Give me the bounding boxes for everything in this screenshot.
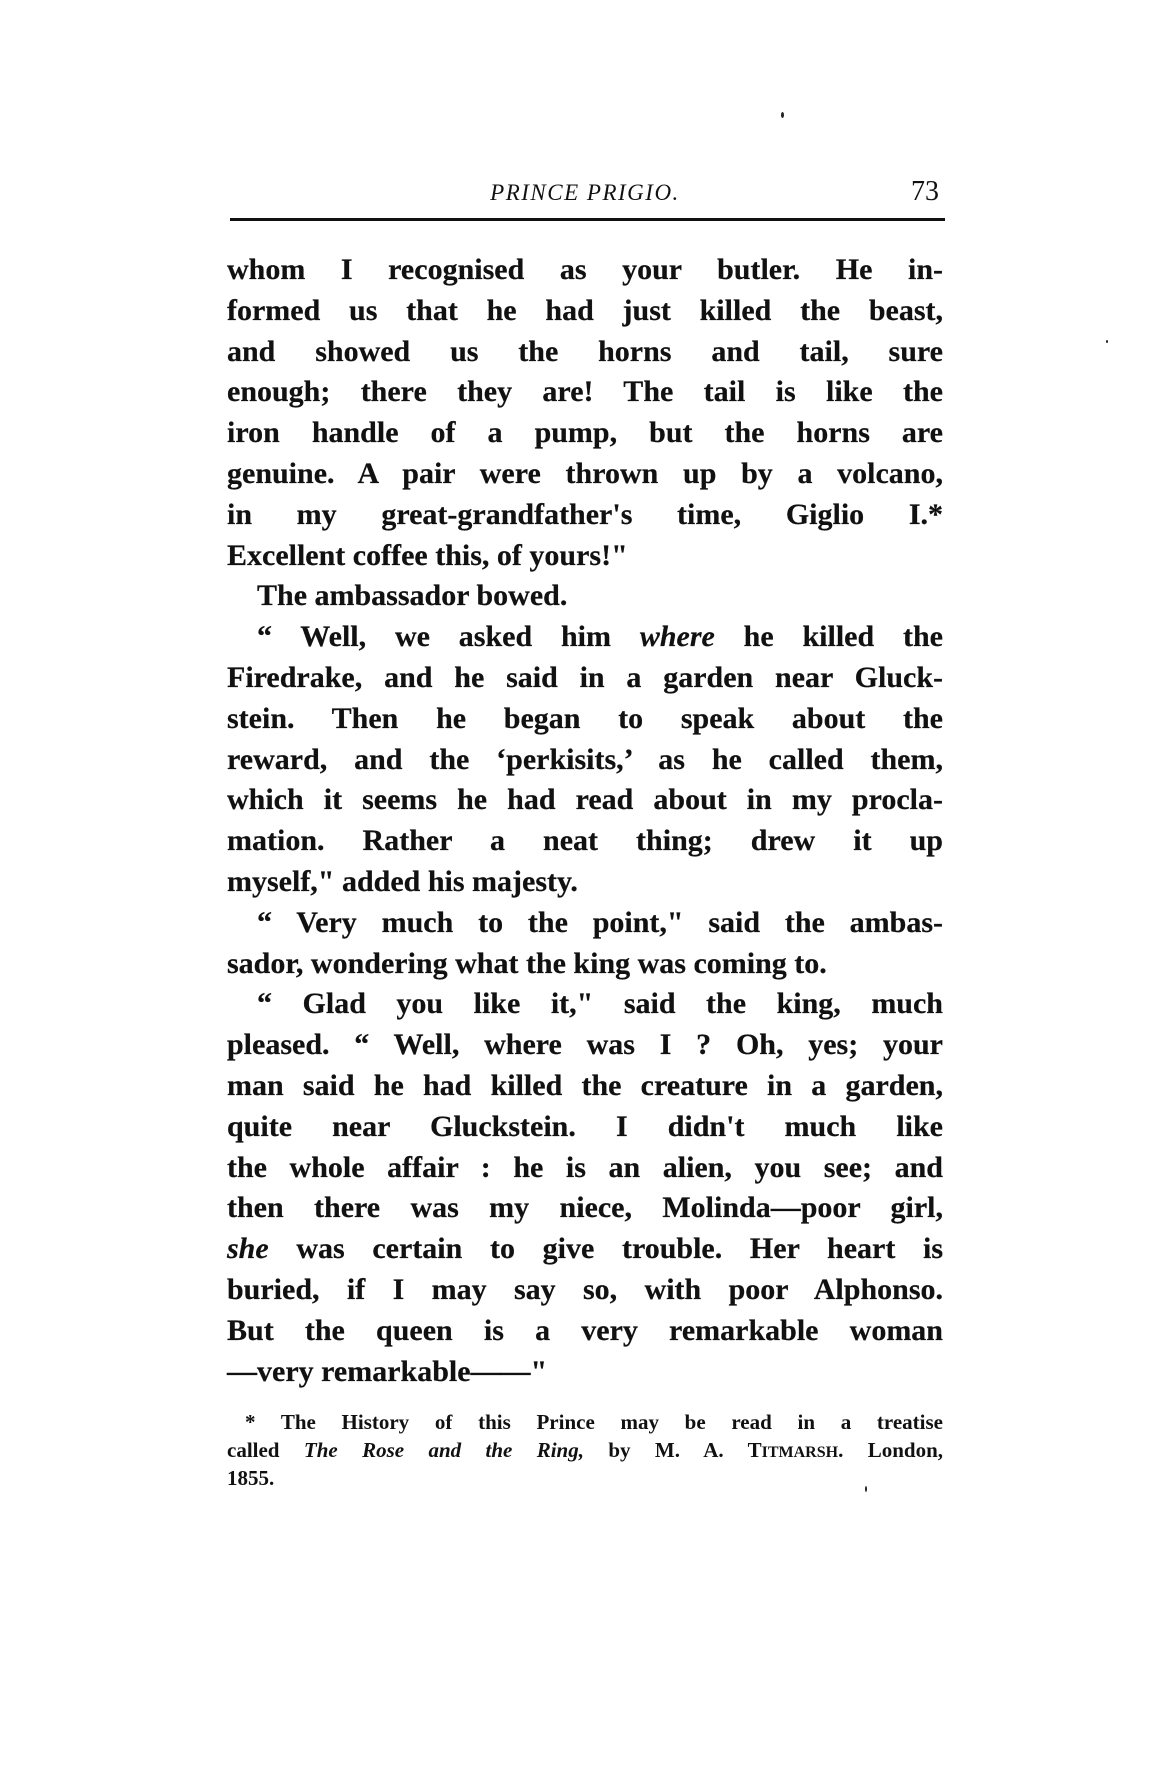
text-line: Excellent coffee this, of yours!": [227, 538, 628, 572]
text-line: genuine. A pair were thrown up by a volcano,: [227, 456, 943, 490]
text-line: stein. Then he began to speak about the: [227, 701, 943, 735]
footnote-text: by M. A. T: [583, 1438, 762, 1462]
text-line: mation. Rather a neat thing; drew it up: [227, 824, 943, 858]
text-line: But the queen is a very remarkable woman: [227, 1313, 943, 1347]
text-line: The ambassador bowed.: [257, 579, 568, 613]
text-segment: he killed the: [714, 620, 943, 654]
text-line: —very remarkable——": [227, 1354, 548, 1388]
header-rule: [230, 218, 945, 221]
italic-emphasis: she: [227, 1232, 269, 1266]
text-line: whom I recognised as your butler. He in-: [227, 253, 943, 286]
text-line: and showed us the horns and tail, sure: [227, 334, 943, 368]
body-text: [227, 250, 943, 1392]
footnote-line: * The History of this Prince may be read in a treatise: [245, 1410, 943, 1434]
footnote-line: [227, 1436, 943, 1464]
text-line: enough; there they are! The tail is like the: [227, 375, 943, 409]
text-segment: was certain to give trouble. Her heart is: [268, 1232, 943, 1266]
running-header: [227, 176, 943, 210]
running-title: PRINCE PRIGIO.: [490, 180, 680, 205]
footnote: [227, 1408, 943, 1492]
text-line: myself," added his majesty.: [227, 864, 578, 898]
footnote-text: . London,: [838, 1438, 943, 1462]
print-speck: [1106, 340, 1108, 343]
text-line: in my great-grandfather's time, Giglio I.*: [227, 497, 943, 531]
text-line: [227, 1229, 943, 1270]
footnote-line: 1855.: [227, 1466, 275, 1490]
author-smallcaps: ITMARSH: [761, 1444, 839, 1461]
text-line: sador, wondering what the king was coming to.: [227, 946, 827, 980]
footnote-text: called: [227, 1438, 304, 1462]
text-line: reward, and the ‘perkisits,’ as he called them,: [227, 742, 943, 776]
print-speck: [781, 112, 784, 118]
text-line: “ Glad you like it," said the king, much: [257, 987, 943, 1021]
text-line: [227, 617, 943, 658]
text-line: iron handle of a pump, but the horns are: [227, 416, 943, 450]
text-line: buried, if I may say so, with poor Alphonso.: [227, 1272, 943, 1306]
text-line: which it seems he had read about in my procla-: [227, 783, 943, 817]
text-line: “ Very much to the point," said the ambas-: [257, 905, 943, 939]
text-line: the whole affair : he is an alien, you see; and: [227, 1150, 943, 1184]
print-speck: [865, 1486, 867, 1492]
text-line: quite near Gluckstein. I didn't much like: [227, 1109, 943, 1143]
italic-emphasis: where: [639, 620, 715, 654]
text-line: man said he had killed the creature in a garden,: [227, 1068, 943, 1102]
page-number: 73: [911, 176, 939, 207]
text-segment: “ Well, we asked him: [257, 620, 640, 654]
text-line: pleased. “ Well, where was I ? Oh, yes; your: [227, 1028, 943, 1062]
text-line: Firedrake, and he said in a garden near Gluck-: [227, 660, 943, 694]
text-line: formed us that he had just killed the beast,: [227, 293, 943, 327]
text-line: then there was my niece, Molinda—poor girl,: [227, 1191, 943, 1225]
book-title: The Rose and the Ring,: [303, 1438, 584, 1462]
